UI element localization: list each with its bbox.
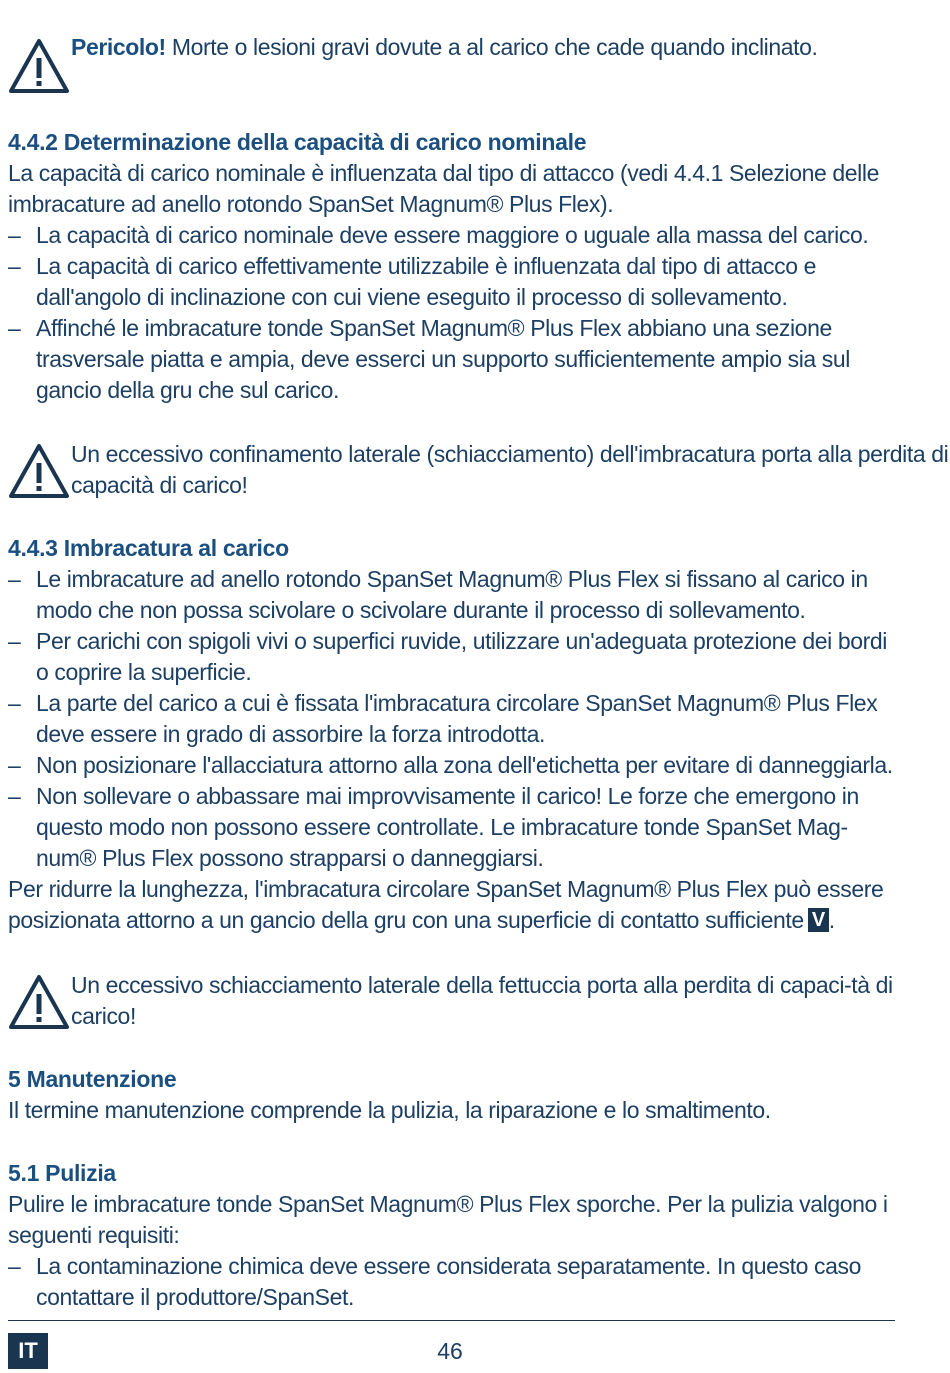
heading-51: 5.1 Pulizia [8, 1160, 116, 1186]
danger-lead: Pericolo! [71, 34, 166, 60]
list-item: – Per carichi con spigoli vivi o superfici ruvide, utilizzare un'adeguata protezione dei bordi o coprire la superficie. [8, 626, 898, 688]
list-item: – Non sollevare o abbassare mai improvvisamente il carico! Le forze che emergono in questo modo non possono essere controllate. Le imbracature tonde SpanSet Mag-num® Plus Flex possono strapparsi o danneggiarsi. [8, 781, 898, 874]
list-item: – Le imbracature ad anello rotondo SpanSet Magnum® Plus Flex si fissano al carico in modo che non possa scivolare o scivolare durante il processo di sollevamento. [8, 564, 898, 626]
outro-end: . [828, 907, 835, 933]
heading-5: 5 Manutenzione [8, 1066, 177, 1092]
heading-443: 4.4.3 Imbracatura al carico [8, 535, 289, 561]
warning-text: Un eccessivo confinamento laterale (schiacciamento) dell'imbracatura porta alla perdita di capacità di carico! [71, 441, 949, 498]
intro-442: La capacità di carico nominale è influenzata dal tipo di attacco (vedi 4.4.1 Selezione delle imbracature ad anello rotondo SpanSet Magnum® Plus Flex). [8, 160, 879, 217]
outro-443 [8, 874, 898, 936]
list-item: – La capacità di carico effettivamente utilizzabile è influenzata dal tipo di attacco e dall'angolo di inclinazione con cui viene eseguito il processo di sollevamento. [8, 251, 898, 313]
list-item: – La parte del carico a cui è fissata l'imbracatura circolare SpanSet Magnum® Plus Flex deve essere in grado di assorbire la forza introdotta. [8, 688, 898, 750]
intro-51: Pulire le imbracature tonde SpanSet Magnum® Plus Flex sporche. Per la pulizia valgono i seguenti requisiti: [8, 1191, 888, 1248]
page-number: 46 [437, 1338, 463, 1364]
list-item: – La capacità di carico nominale deve essere maggiore o uguale alla massa del carico. [8, 220, 898, 251]
list-item: – Non posizionare l'allacciatura attorno alla zona dell'etichetta per evitare di danneggiarla. [8, 750, 898, 781]
language-badge: IT [8, 1333, 48, 1369]
heading-442: 4.4.2 Determinazione della capacità di carico nominale [8, 129, 587, 155]
warning-icon [8, 443, 70, 499]
warning-text: Un eccessivo schiacciamento laterale della fettuccia porta alla perdita di capaci-tà di carico! [71, 972, 893, 1029]
warning-442 [8, 439, 950, 501]
danger-text: Morte o lesioni gravi dovute a al carico che cade quando inclinato. [165, 34, 818, 60]
list-443 [8, 564, 898, 874]
outro-text: Per ridurre la lunghezza, l'imbracatura circolare SpanSet Magnum® Plus Flex può essere posizionata attorno a un gancio della gru con una superficie di contatto sufficiente [8, 876, 884, 933]
warning-443 [8, 970, 950, 1032]
list-item: – La contaminazione chimica deve essere considerata separatamente. In questo caso contattare il produttore/SpanSet. [8, 1251, 898, 1313]
figure-v-badge: V [808, 908, 829, 932]
warning-icon [8, 974, 70, 1030]
text-5: Il termine manutenzione comprende la pulizia, la riparazione e lo smaltimento. [8, 1097, 771, 1123]
danger-warning [8, 32, 950, 63]
footer-divider [8, 1320, 895, 1321]
warning-icon [8, 38, 70, 94]
list-51 [8, 1251, 898, 1313]
list-442 [8, 220, 898, 406]
list-item: – Affinché le imbracature tonde SpanSet Magnum® Plus Flex abbiano una sezione trasversale piatta e ampia, deve esserci un supporto sufficientemente ampio sia sul gancio della gru che sul carico. [8, 313, 898, 406]
